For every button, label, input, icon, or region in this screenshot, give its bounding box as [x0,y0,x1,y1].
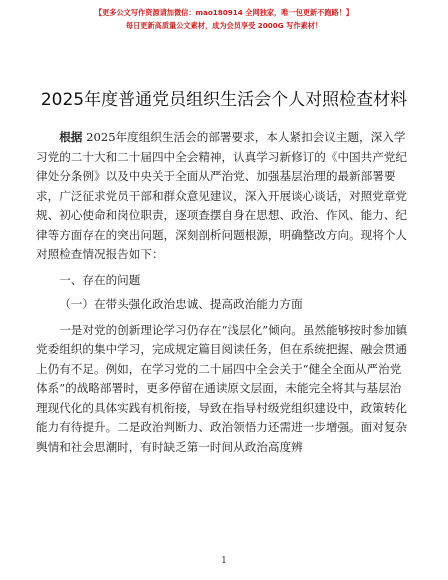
intro-text: 2025年度组织生活会的部署要求，本人紧扣会议主题，深入学习党的二十大和二十届四中全会精神，认真学习新修订的《中国共产党纪律处分条例》以及中央关于全面从严治党、加强基层治理的最新部署要求，广泛征求党员干部和群众意见建议，深入开展谈心谈话，对照党章党规、初心使命和岗位职责，逐项查摆自身在思想、政治、作风、能力、纪律等方面存在的突出问题，深刻剖析问题根源，明确整改方向。现将个人对照检查情况报告如下： [36,130,408,261]
promo-banner [0,6,448,32]
subsection-heading: （一）在带头强化政治忠诚、提高政治能力方面 [59,296,303,311]
promo-banner-line-2: 每日更新高质量公文素材，成为会员享受 2000G 写作素材！ [125,21,323,30]
document-body [36,128,412,457]
intro-lead: 根据 [59,130,83,144]
body-paragraph: 一是对党的创新理论学习仍存在“浅层化”倾向。虽然能够按时参加镇党委组织的集中学习，完成规定篇目阅读任务，但在系统把握、融会贯通上仍有不足。例如，在学习党的二十届四中全会关于“健全全面从严治党体系”的战略部署时，更多停留在通读原文层面，未能完全将其与基层治理现代化的具体实践有机衔接，导致在指导村级党组织建设中，政策转化能力有待提升。二是政治判断力、政治领悟力还需进一步增强。面对复杂舆情和社会思潮时，有时缺乏第一时间从政治高度辨 [36,322,408,454]
document-title: 2025年度普通党员组织生活会个人对照检查材料 [40,90,408,110]
section-heading: 一、存在的问题 [59,272,141,287]
promo-banner-line-1: 【更多公文写作资源请加微信：mao180914 全网独家，唯一包更新不跑路！】 [94,8,354,17]
intro-paragraph [36,128,412,265]
page-number: 1 [221,556,227,566]
